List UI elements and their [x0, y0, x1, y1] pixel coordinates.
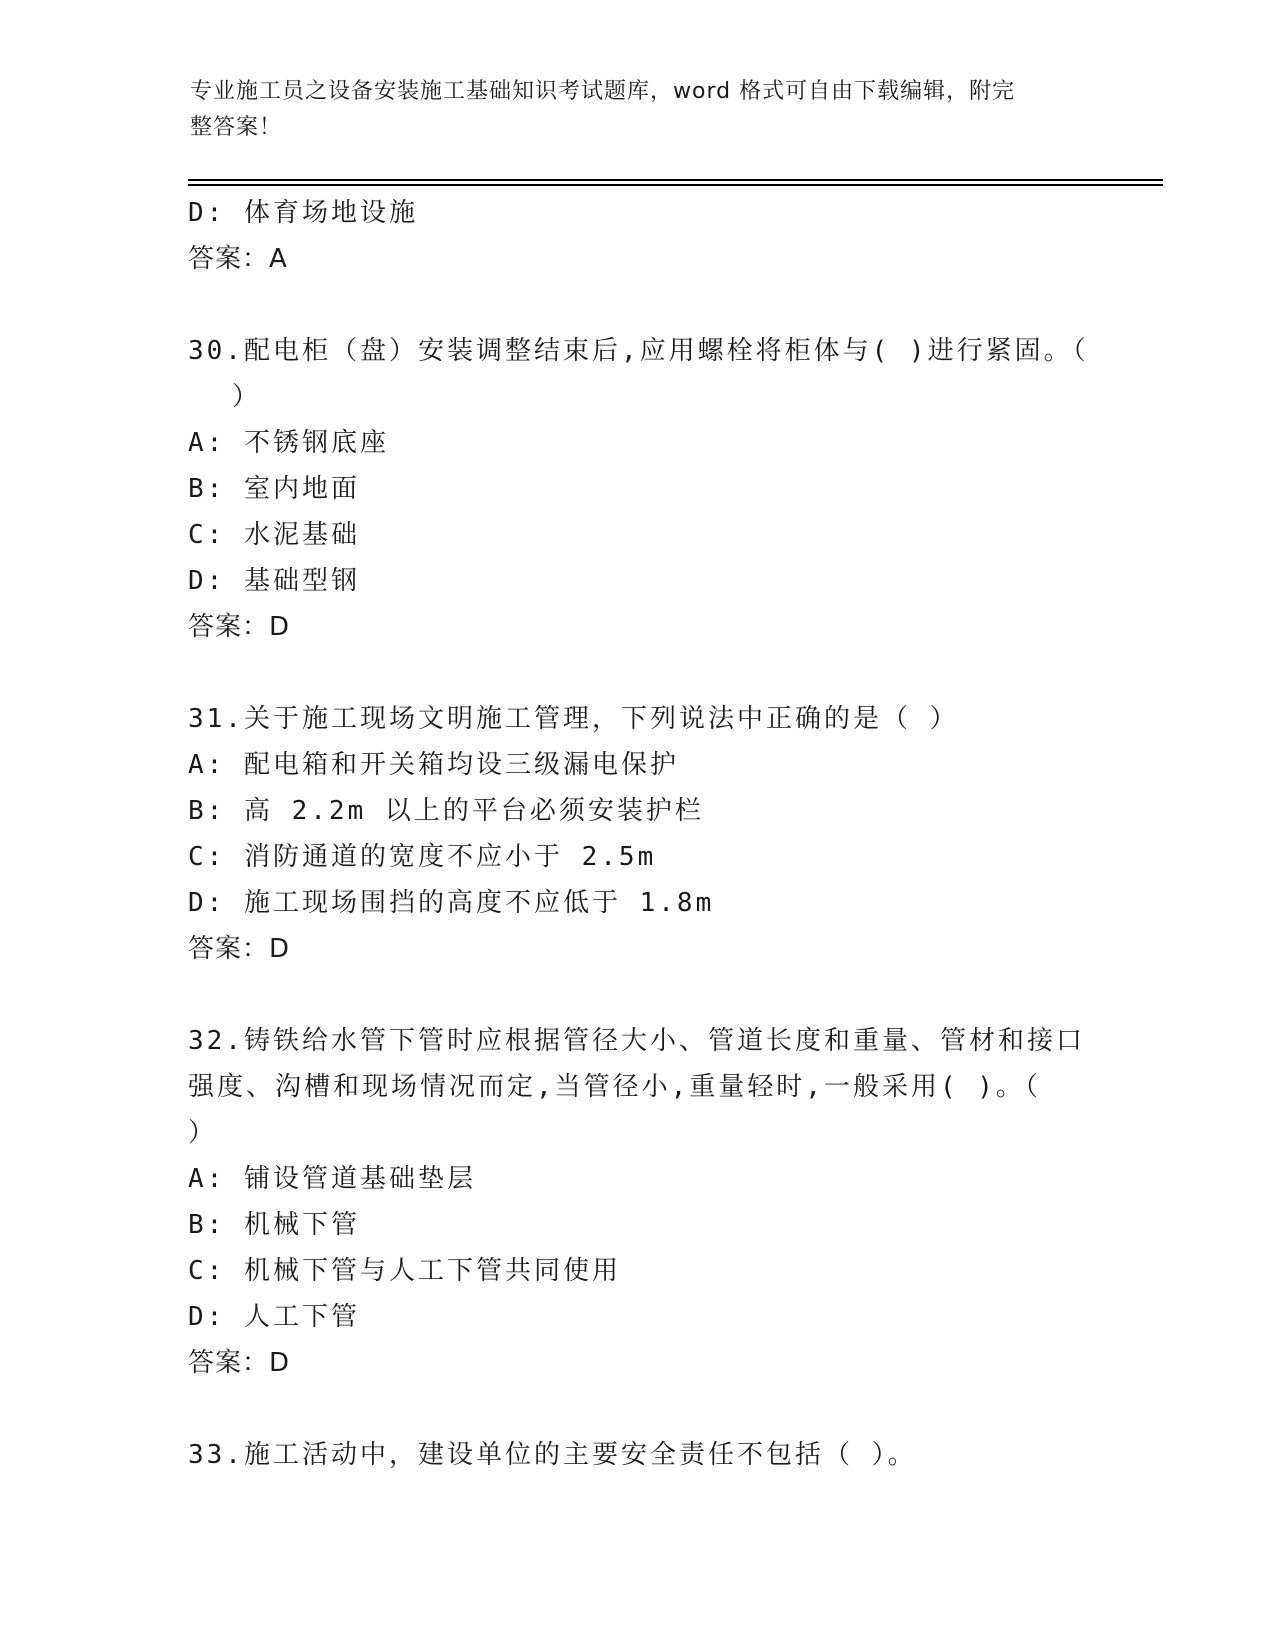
option-d: D: 施工现场围挡的高度不应低于 1.8m: [188, 888, 715, 918]
option-d: D: 基础型钢: [188, 566, 360, 596]
answer-line: 答案：A: [188, 244, 288, 274]
option-c: C: 水泥基础: [188, 520, 360, 550]
header-divider-bottom: [188, 184, 1163, 186]
option-a: A: 配电箱和开关箱均设三级漏电保护: [188, 750, 679, 780]
question-stem: 31.关于施工现场文明施工管理，下列说法中正确的是（ ）: [188, 704, 959, 734]
option-c: C: 机械下管与人工下管共同使用: [188, 1256, 621, 1286]
spacer: [188, 282, 1088, 328]
answer-line: 答案：D: [188, 934, 291, 964]
option-c: C: 消防通道的宽度不应小于 2.5m: [188, 842, 657, 872]
answer-line: 答案：D: [188, 1348, 291, 1378]
option-b: B: 机械下管: [188, 1210, 360, 1240]
option-a: A: 不锈钢底座: [188, 428, 389, 458]
question-stem: 32.铸铁给水管下管时应根据管径大小、管道长度和重量、管材和接口: [188, 1026, 1085, 1056]
question-30: [188, 328, 1088, 650]
answer-line: 答案：D: [188, 612, 291, 642]
question-32: [188, 1018, 1088, 1386]
question-31: [188, 696, 1088, 972]
question-33: [188, 1432, 1088, 1478]
option-a: A: 铺设管道基础垫层: [188, 1164, 476, 1194]
spacer: [188, 972, 1088, 1018]
question-stem: 33.施工活动中，建设单位的主要安全责任不包括（ ）。: [188, 1440, 917, 1470]
question-29-tail: [188, 190, 1088, 282]
option-b: B: 高 2.2m 以上的平台必须安装护栏: [188, 796, 704, 826]
header-divider-top: [188, 179, 1163, 181]
option-b: B: 室内地面: [188, 474, 360, 504]
spacer: [188, 1386, 1088, 1432]
question-stem: 30.配电柜（盘）安装调整结束后,应用螺栓将柜体与( )进行紧固。（: [188, 336, 1089, 366]
header-line-2: 整答案！: [190, 115, 283, 140]
document-header: [190, 74, 1070, 146]
option-d: D: 人工下管: [188, 1302, 360, 1332]
question-stem-continued: ）: [232, 382, 262, 412]
question-list: [188, 190, 1088, 1478]
spacer: [188, 650, 1088, 696]
option-d: D: 体育场地设施: [188, 198, 418, 228]
question-stem-continued: 强度、沟槽和现场情况而定,当管径小,重量轻时,一般采用( )。（: [188, 1072, 1041, 1102]
header-line-1: 专业施工员之设备安装施工基础知识考试题库，word 格式可自由下载编辑，附完: [190, 79, 1016, 104]
question-stem-continued: ）: [188, 1118, 218, 1148]
